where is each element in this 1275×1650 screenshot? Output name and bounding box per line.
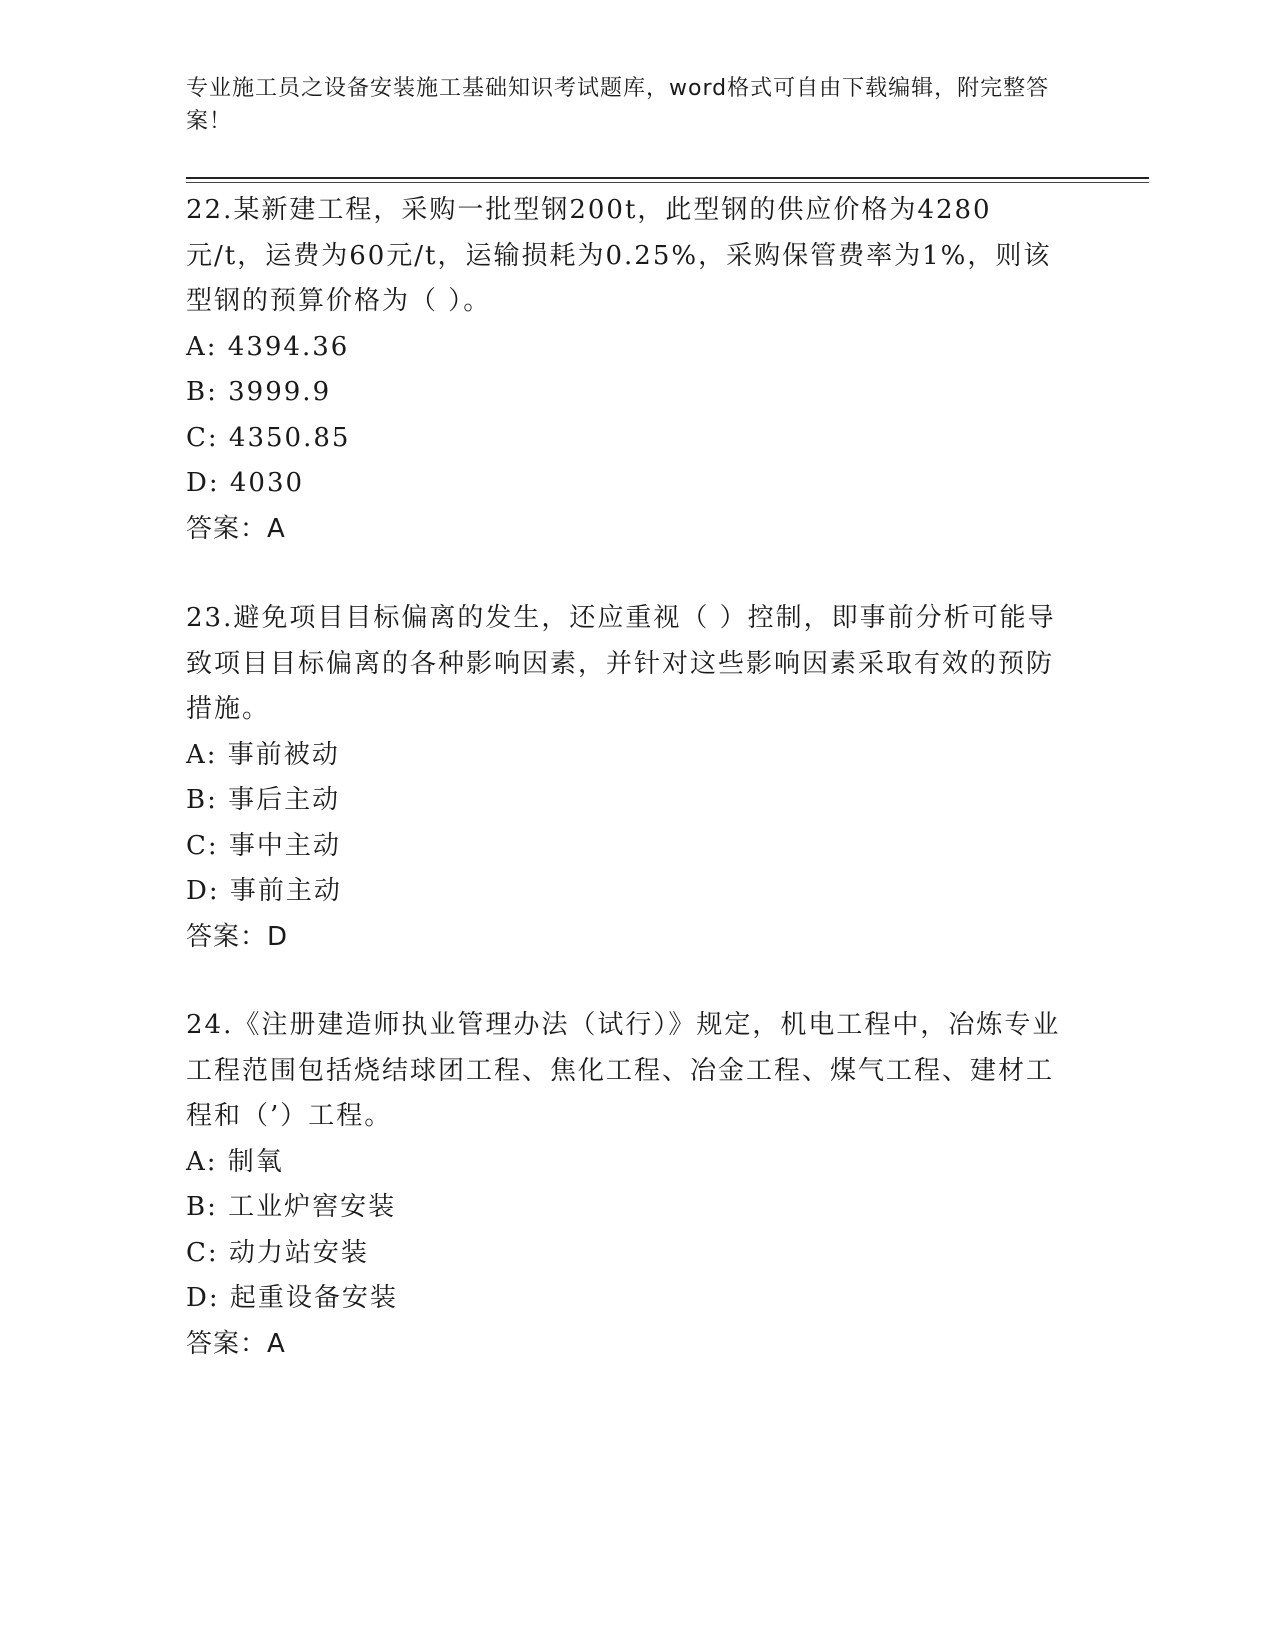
question-22: [186, 188, 1066, 552]
answer-text: 答案：A: [186, 1328, 286, 1359]
option-d: D: 事前主动: [186, 876, 342, 906]
header-divider-thin: [186, 182, 1149, 183]
question-stem: 24.《注册建造师执业管理办法（试行）》规定，机电工程中，冶炼专业工程范围包括烧结球团工程、焦化工程、冶金工程、煤气工程、建材工程和（’）工程。: [186, 1010, 1061, 1131]
question-stem: 23.避免项目目标偏离的发生，还应重视（ ）控制，即事前分析可能导致项目目标偏离的各种影响因素，并针对这些影响因素采取有效的预防措施。: [186, 603, 1056, 724]
option-b: B: 3999.9: [186, 377, 332, 407]
option-b: B: 工业炉窖安装: [186, 1192, 397, 1222]
answer-text: 答案：A: [186, 513, 286, 544]
option-b: B: 事后主动: [186, 785, 341, 815]
option-c: C: 动力站安装: [186, 1237, 369, 1268]
answer-text: 答案：D: [186, 921, 289, 952]
question-23: [186, 596, 1066, 960]
option-a: A: 4394.36: [186, 331, 350, 362]
question-stem: 22.某新建工程，采购一批型钢200t，此型钢的供应价格为4280元/t，运费为60元/t，运输损耗为0.25%，采购保管费率为1%，则该型钢的预算价格为（ ）。: [186, 195, 1052, 316]
option-c: C: 4350.85: [186, 422, 351, 453]
option-a: A: 事前被动: [186, 739, 340, 770]
option-a: A: 制氧: [186, 1146, 284, 1177]
question-24: [186, 1003, 1066, 1367]
option-d: D: 起重设备安装: [186, 1283, 398, 1313]
option-d: D: 4030: [186, 468, 305, 498]
document-header: 专业施工员之设备安装施工基础知识考试题库，word格式可自由下载编辑，附完整答案！: [186, 76, 1050, 134]
header-divider-thick: [186, 177, 1149, 179]
option-c: C: 事中主动: [186, 830, 341, 861]
